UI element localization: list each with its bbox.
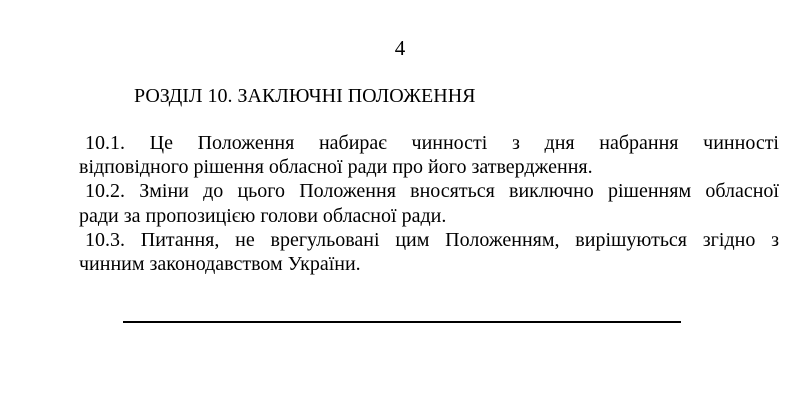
section-heading: РОЗДІЛ 10. ЗАКЛЮЧНІ ПОЛОЖЕННЯ <box>134 85 476 107</box>
paragraph-10-3-line-2: чинним законодавством України. <box>79 253 361 276</box>
paragraph-10-3-line-1: 10.3. Питання, не врегульовані цим Положенням, вирішуються згідно з <box>85 228 779 251</box>
paragraph-10-3 <box>79 228 779 276</box>
paragraph-10-1 <box>79 131 779 179</box>
paragraph-10-2-line-1: 10.2. Зміни до цього Положення вносяться виключно рішенням обласної <box>85 180 779 203</box>
paragraph-10-1-line-2: відповідного рішення обласної ради про його затвердження. <box>79 156 593 179</box>
paragraph-10-1-line-1: 10.1. Це Положення набирає чинності з дня набрання чинності <box>85 132 779 154</box>
section-body <box>79 131 779 276</box>
paragraph-10-2 <box>79 179 779 227</box>
page-number: 4 <box>394 36 406 60</box>
end-divider-line <box>123 321 681 323</box>
paragraph-10-2-line-2: ради за пропозицією голови обласної ради. <box>79 204 447 227</box>
